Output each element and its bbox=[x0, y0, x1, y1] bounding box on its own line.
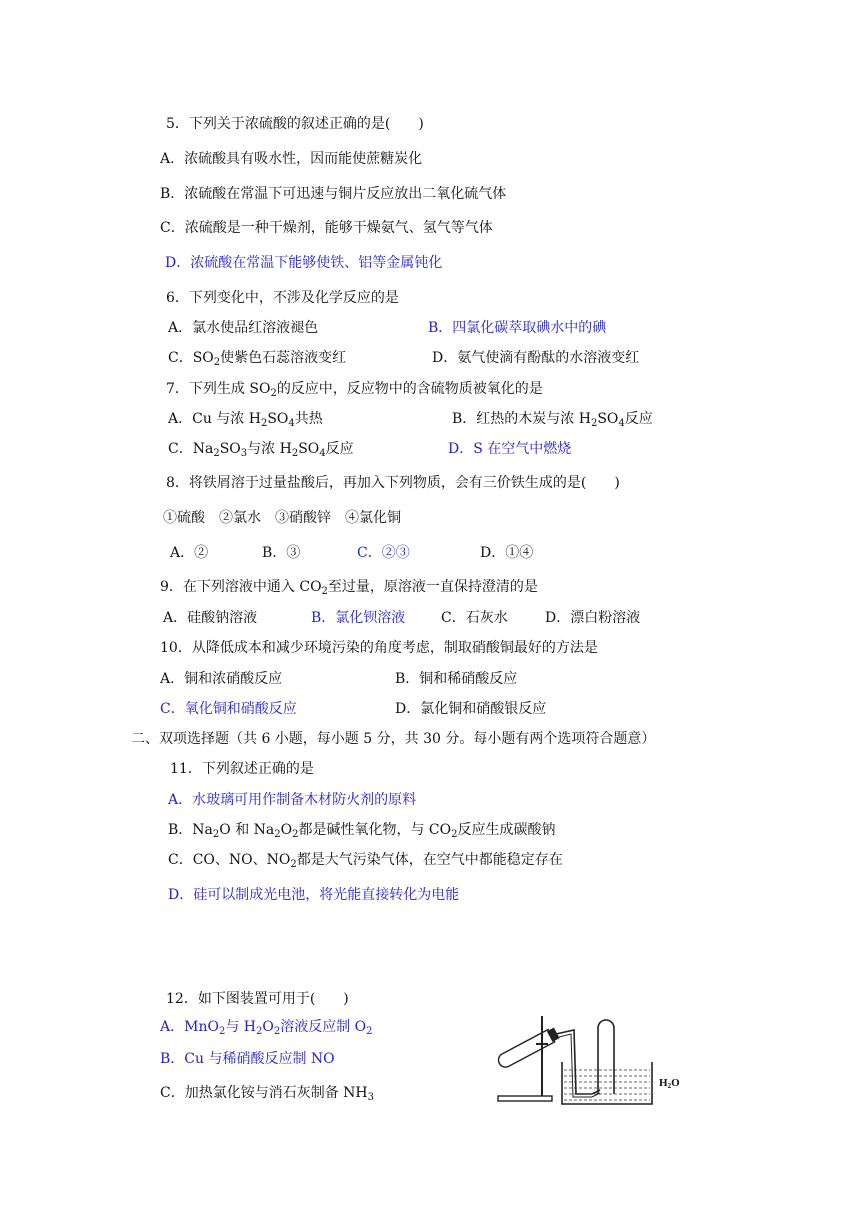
q10-option-a: A．铜和浓硝酸反应 bbox=[160, 671, 283, 687]
q11-option-a: A．水玻璃可用作制备木材防火剂的原料 bbox=[168, 792, 417, 808]
q11-option-d: D．硅可以制成光电池，将光能直接转化为电能 bbox=[168, 887, 460, 903]
q8-stem: 8．将铁屑溶于过量盐酸后，再加入下列物质，会有三价铁生成的是( ) bbox=[166, 475, 620, 491]
q8-option-c: C．②③ bbox=[357, 545, 410, 561]
delivery-tube-inner bbox=[559, 1034, 600, 1097]
q12-option-a: A．MnO$_2$与 $H_2O_2$溶液反应制 $O_2$ bbox=[160, 1019, 373, 1037]
q12-option-b: B．Cu 与稀硝酸反应制 NO bbox=[160, 1051, 335, 1067]
q9-option-a: A．硅酸钠溶液 bbox=[163, 610, 258, 626]
q12-option-c: C．加热氯化铵与消石灰制备 $NH_3$ bbox=[160, 1085, 374, 1103]
gas-collection-apparatus-figure bbox=[492, 1004, 702, 1110]
collecting-tube bbox=[598, 1020, 614, 1094]
q5-stem: 5．下列关于浓硫酸的叙述正确的是( ) bbox=[166, 116, 424, 132]
q10-stem: 10．从降低成本和减少环境污染的角度考虑，制取硝酸铜最好的方法是 bbox=[160, 640, 598, 656]
q5-option-c: C．浓硫酸是一种干燥剂，能够干燥氨气、氢气等气体 bbox=[160, 220, 493, 236]
water-label: H2O bbox=[659, 1077, 680, 1090]
q7-option-c: C．$Na_2SO_3$与浓 $H_2SO_4$反应 bbox=[168, 441, 354, 459]
q10-option-d: D．氯化铜和硝酸银反应 bbox=[395, 701, 547, 717]
water bbox=[564, 1070, 650, 1100]
q8-option-d: D．①④ bbox=[480, 545, 534, 561]
q6-option-c: C．$SO_2$使紫色石蕊溶液变红 bbox=[168, 350, 347, 368]
q11-option-b: B．$Na_2O$ 和 $Na_2O_2$都是碱性氧化物，与 $CO_2$反应生成碳酸钠 bbox=[168, 822, 556, 840]
q8-items: ①硫酸 ②氯水 ③硝酸锌 ④氯化铜 bbox=[163, 510, 401, 526]
q6-option-d: D．氨气使滴有酚酞的水溶液变红 bbox=[432, 350, 640, 366]
test-tube bbox=[496, 1027, 560, 1070]
q7-stem: 7．下列生成 $SO_2$的反应中，反应物中的含硫物质被氧化的是 bbox=[166, 381, 543, 399]
q9-stem: 9．在下列溶液中通入 $CO_2$至过量，原溶液一直保持澄清的是 bbox=[160, 579, 538, 597]
q8-option-a: A．② bbox=[170, 545, 209, 561]
q5-option-a: A．浓硫酸具有吸水性，因而能使蔗糖炭化 bbox=[160, 151, 423, 167]
q9-option-b: B．氯化钡溶液 bbox=[311, 610, 406, 626]
q10-option-c: C．氧化铜和硝酸反应 bbox=[160, 701, 297, 717]
q5-option-d: D．浓硫酸在常温下能够使铁、铝等金属钝化 bbox=[165, 255, 443, 271]
q11-option-c: C．CO、NO、$NO_2$都是大气污染气体，在空气中都能稳定存在 bbox=[168, 852, 563, 870]
stand-base bbox=[498, 1096, 552, 1101]
section-2-heading: 二、双项选择题（共 6 小题，每小题 5 分，共 30 分。每小题有两个选项符合题意） bbox=[131, 731, 656, 747]
q5-option-b: B．浓硫酸在常温下可迅速与铜片反应放出二氧化硫气体 bbox=[160, 186, 507, 202]
q12-stem: 12．如下图装置可用于( ) bbox=[166, 991, 349, 1007]
q6-option-b: B．四氯化碳萃取碘水中的碘 bbox=[428, 320, 607, 336]
q6-option-a: A．氯水使品红溶液褪色 bbox=[168, 320, 319, 336]
q7-option-d: D．S 在空气中燃烧 bbox=[448, 441, 572, 457]
q6-stem: 6．下列变化中，不涉及化学反应的是 bbox=[166, 290, 399, 306]
q7-option-a: A．Cu 与浓 $H_2SO_4$共热 bbox=[168, 411, 323, 429]
q10-option-b: B．铜和稀硝酸反应 bbox=[395, 671, 518, 687]
q11-stem: 11．下列叙述正确的是 bbox=[170, 761, 314, 777]
q8-option-b: B．③ bbox=[262, 545, 301, 561]
q7-option-b: B．红热的木炭与浓 $H_2SO_4$反应 bbox=[452, 411, 653, 429]
q9-option-d: D．漂白粉溶液 bbox=[545, 610, 641, 626]
q9-option-c: C．石灰水 bbox=[441, 610, 508, 626]
